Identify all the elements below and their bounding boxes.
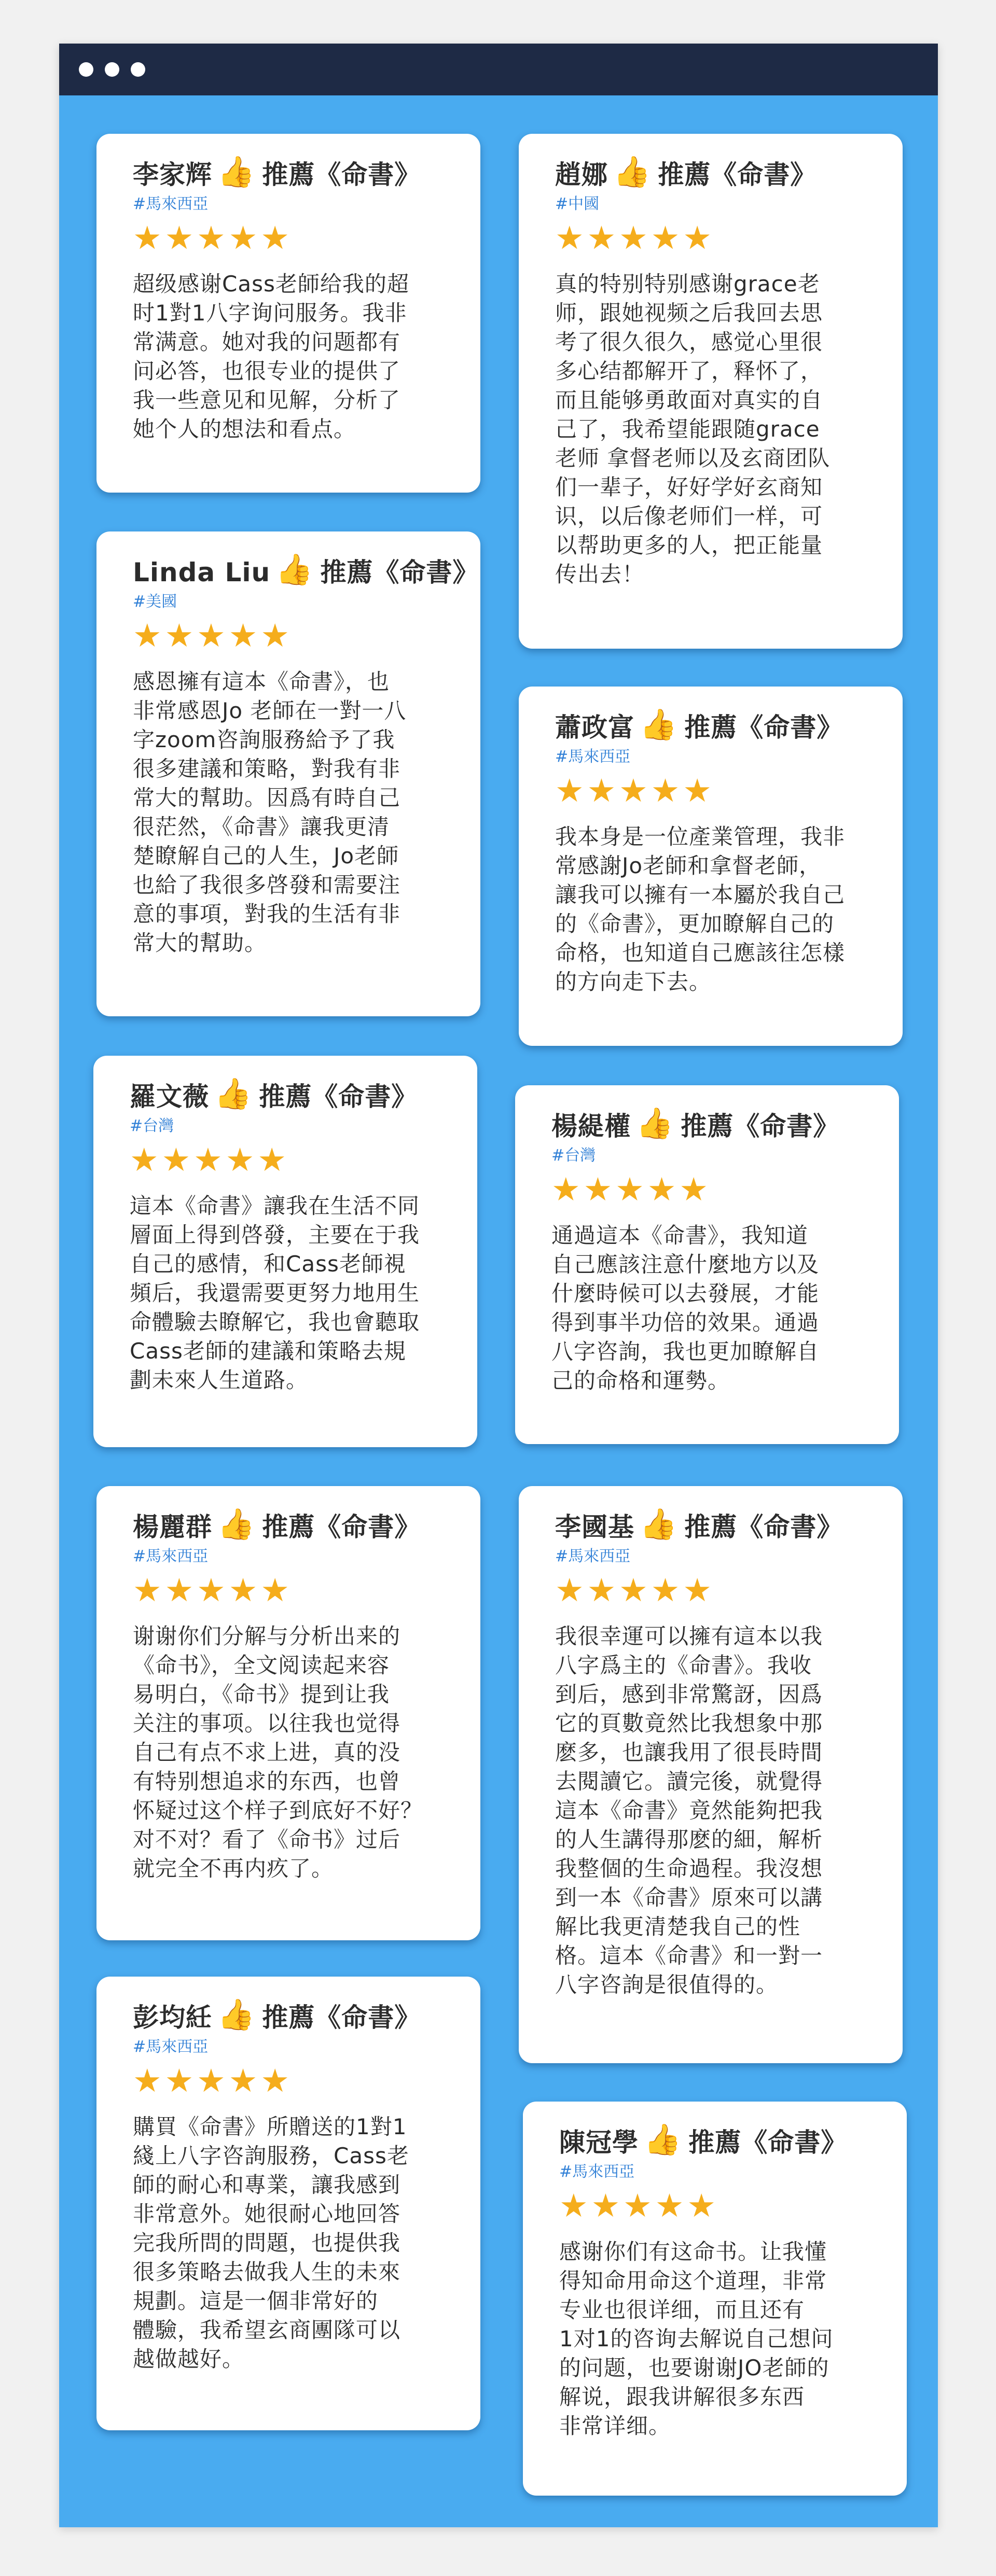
review-title	[555, 1506, 866, 1545]
recommend-label: 推薦《命書》	[262, 2003, 421, 2033]
window-maximize-dot[interactable]	[131, 62, 145, 77]
window-minimize-dot[interactable]	[105, 62, 119, 77]
review-text: 真的特别特别感谢grace老 师，跟她视频之后我回去思 考了很久很久，感觉心里很 多心结都解开了，释怀了， 而且能够勇敢面对真实的自 己了，我希望能跟随grace 老师 拿督老师以及玄商团队 们一辈子，好好学好玄商知 识，以后像老师们一样，可 以帮助更多的人，把正能量 传出去！	[555, 271, 831, 587]
thumbs-up-icon: 👍	[217, 1997, 255, 2032]
window-close-dot[interactable]	[79, 62, 93, 77]
thumbs-up-icon: 👍	[636, 1105, 674, 1141]
review-text: 感恩擁有這本《命書》，也 非常感恩Jo 老師在一對一八 字zoom咨詢服務給予了我 很多建議和策略，對我有非 常大的幫助。因爲有時自己 很茫然，《命書》讓我更清 楚瞭解自己的人生，Jo老師 也給了我很多啓發和需要注 意的事項，對我的生活有非 常大的幫助。	[133, 669, 407, 956]
star-rating: ★★★★★	[133, 2062, 293, 2099]
review-card	[96, 134, 480, 493]
location-tag[interactable]: #馬來西亞	[133, 2038, 209, 2056]
location-tag[interactable]: #馬來西亞	[555, 1547, 631, 1565]
review-text: 通過這本《命書》，我知道 自己應該注意什麼地方以及 什麼時候可以去發展，才能 得到事半功倍的效果。通過 八字咨詢，我也更加瞭解自 己的命格和運勢。	[551, 1223, 820, 1393]
review-text: 超级感谢Cass老師给我的超 时1對1八字询问服务。我非 常满意。她对我的问题都有 问必答，也很专业的提供了 我一些意见和见解，分析了 她个人的想法和看点。	[133, 271, 409, 442]
review-title	[133, 552, 479, 591]
star-rating: ★★★★★	[555, 1571, 715, 1609]
review-card	[93, 1056, 477, 1447]
thumbs-up-icon: 👍	[275, 552, 313, 587]
location-tag[interactable]: #中國	[555, 195, 600, 213]
recommend-label: 推薦《命書》	[681, 1111, 840, 1141]
review-title	[551, 1105, 863, 1144]
star-rating: ★★★★★	[559, 2187, 719, 2224]
recommend-label: 推薦《命書》	[684, 1512, 843, 1542]
location-tag[interactable]: #馬來西亞	[559, 2163, 635, 2181]
recommend-label: 推薦《命書》	[262, 1512, 421, 1542]
location-tag[interactable]: #美國	[133, 593, 177, 611]
window-titlebar	[59, 44, 938, 95]
reviewer-name: 羅文薇	[130, 1082, 209, 1112]
review-card	[519, 134, 903, 649]
review-title	[555, 154, 866, 193]
review-text: 購買《命書》所贈送的1對1 綫上八字咨詢服務，Cass老 師的耐心和專業，讓我感到 非常意外。她很耐心地回答 完我所問的問題，也提供我 很多策略去做我人生的未來 規劃。這是一個非常好的 體驗，我希望玄商團隊可以 越做越好。	[133, 2114, 409, 2372]
review-title	[130, 1076, 441, 1115]
review-text: 感谢你们有这命书。让我懂 得知命用命这个道理，非常 专业也很详细，而且还有 1对1的咨询去解说自己想问 的问题，也要谢谢JO老師的 解说，跟我讲解很多东西 非常详细。	[559, 2239, 834, 2439]
review-card	[96, 1977, 480, 2430]
thumbs-up-icon: 👍	[640, 707, 677, 742]
recommend-label: 推薦《命書》	[688, 2127, 848, 2158]
review-card	[523, 2102, 907, 2496]
thumbs-up-icon: 👍	[613, 154, 651, 189]
location-tag[interactable]: #馬來西亞	[133, 195, 209, 213]
recommend-label: 推薦《命書》	[259, 1082, 418, 1112]
review-card	[519, 1486, 903, 2063]
review-text: 這本《命書》讓我在生活不同 層面上得到啓發，主要在于我 自己的感情，和Cass老師視 頻后，我還需要更努力地用生 命體驗去瞭解它，我也會聽取 Cass老師的建議和策略去規 劃未來人生道路。	[130, 1193, 420, 1393]
recommend-label: 推薦《命書》	[262, 160, 421, 190]
star-rating: ★★★★★	[555, 772, 715, 809]
thumbs-up-icon: 👍	[217, 154, 255, 189]
review-text: 我本身是一位產業管理，我非 常感謝Jo老師和拿督老師， 讓我可以擁有一本屬於我自己 的《命書》，更加瞭解自己的 命格，也知道自己應該往怎樣 的方向走下去。	[555, 824, 846, 995]
star-rating: ★★★★★	[133, 617, 293, 654]
thumbs-up-icon: 👍	[214, 1076, 252, 1111]
reviewer-name: 李國基	[555, 1512, 634, 1542]
recommend-label: 推薦《命書》	[320, 557, 479, 587]
reviewer-name: 楊緹權	[551, 1111, 631, 1141]
review-text: 谢谢你们分解与分析出来的 《命书》，全文阅读起来容 易明白，《命书》提到让我 关注的事项。以往我也觉得 自己有点不求上进，真的没 有特别想追求的东西，也曾 怀疑过这个样子到底好不好？ 对不对？看了《命书》过后 就完全不再内疚了。	[133, 1623, 423, 1881]
review-title	[559, 2124, 870, 2161]
star-rating: ★★★★★	[555, 219, 715, 257]
reviewer-name: Linda Liu	[133, 557, 271, 587]
review-title	[133, 1999, 444, 2036]
recommend-label: 推薦《命書》	[684, 712, 843, 743]
location-tag[interactable]: #台灣	[551, 1146, 596, 1165]
review-card	[519, 687, 903, 1046]
star-rating: ★★★★★	[133, 1571, 293, 1609]
reviewer-name: 楊麗群	[133, 1512, 212, 1542]
review-card	[96, 531, 480, 1016]
star-rating: ★★★★★	[130, 1141, 289, 1179]
star-rating: ★★★★★	[133, 219, 293, 257]
thumbs-up-icon: 👍	[640, 1506, 677, 1542]
reviewer-name: 李家辉	[133, 160, 212, 190]
review-title	[555, 709, 866, 746]
thumbs-up-icon: 👍	[644, 2122, 682, 2157]
location-tag[interactable]: #台灣	[130, 1117, 174, 1135]
reviewer-name: 彭均紝	[133, 2003, 212, 2033]
location-tag[interactable]: #馬來西亞	[555, 748, 631, 766]
reviewer-name: 蕭政富	[555, 712, 634, 743]
reviewer-name: 陳冠學	[559, 2127, 639, 2158]
review-title	[133, 154, 444, 193]
review-card	[96, 1486, 480, 1940]
star-rating: ★★★★★	[551, 1170, 711, 1208]
review-title	[133, 1506, 444, 1545]
reviewer-name: 趙娜	[555, 160, 608, 190]
review-card	[515, 1085, 899, 1444]
location-tag[interactable]: #馬來西亞	[133, 1547, 209, 1565]
review-text: 我很幸運可以擁有這本以我 八字爲主的《命書》。我收 到后，感到非常驚訝，因爲 它的頁數竟然比我想象中那 麽多，也讓我用了很長時間 去閱讀它。讀完後，就覺得 這本《命書》竟然能夠把我 的人生講得那麽的細，解析 我整個的生命過程。我沒想 到一本《命書》原來可以講 解比我更清楚我自己的性 格。這本《命書》和一對一 八字咨詢是很值得的。	[555, 1623, 823, 1997]
thumbs-up-icon: 👍	[217, 1506, 255, 1542]
recommend-label: 推薦《命書》	[658, 160, 817, 190]
